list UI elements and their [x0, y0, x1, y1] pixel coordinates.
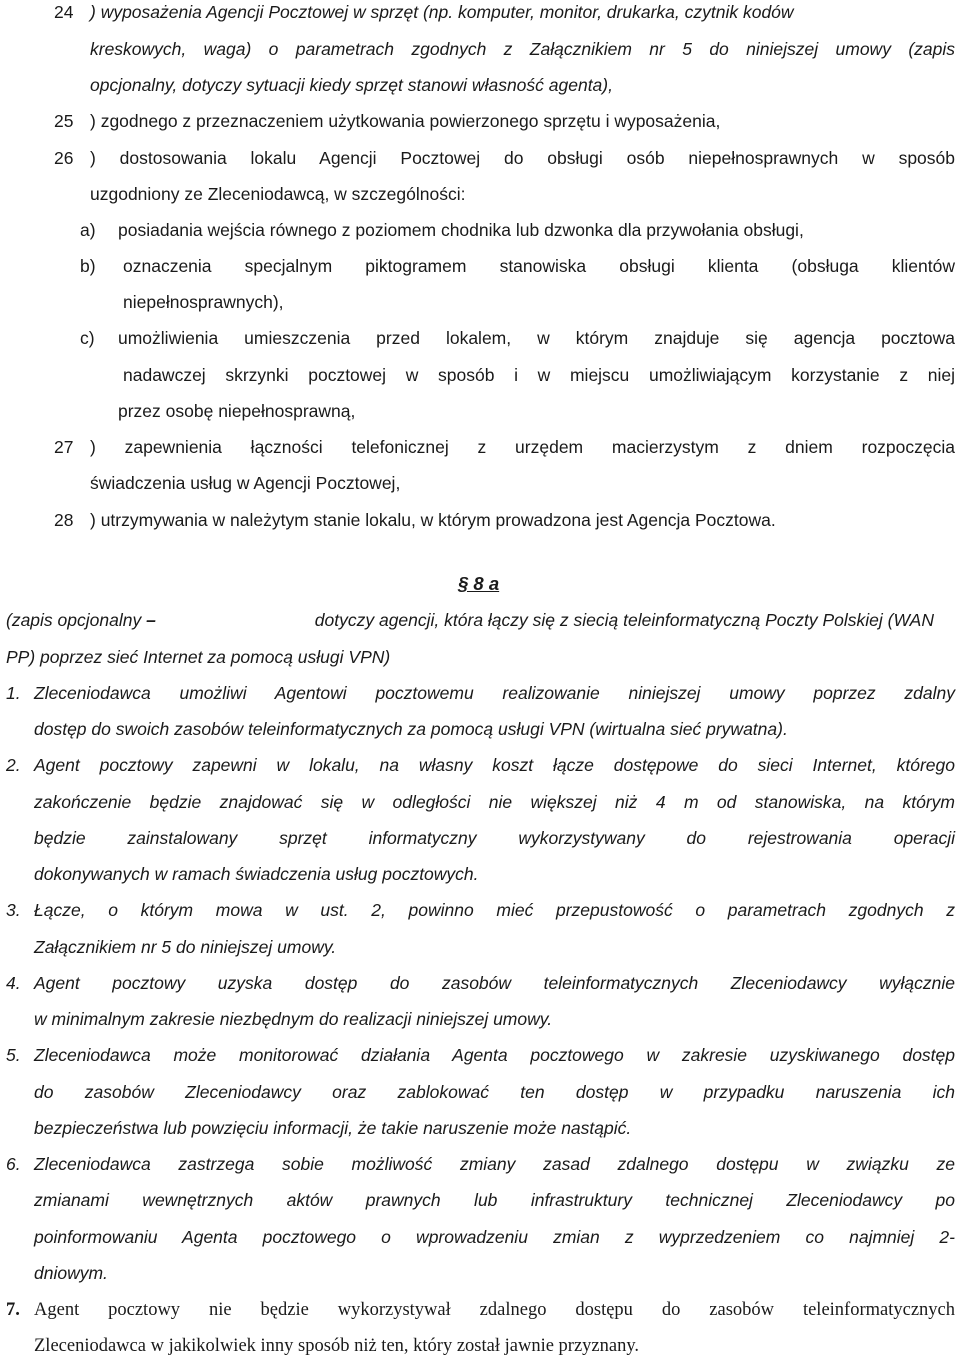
subitem-text-line: oznaczenia specjalnym piktogramem stanowiska obsługi klienta (obsługa klientów [123, 256, 955, 276]
point-number: 3. [6, 900, 21, 920]
item-text-line: świadczenia usług w Agencji Pocztowej, [90, 473, 401, 493]
point-text-line: Agent pocztowy nie będzie wykorzystywał zdalnego dostępu do zasobów teleinformatycznych [34, 1300, 955, 1320]
subitem-label: a) [80, 220, 96, 240]
point-text-line: Zleceniodawca umożliwi Agentowi pocztowemu realizowanie niniejszej umowy poprzez zdalny [34, 683, 955, 703]
item-number: 24 [54, 2, 74, 22]
subitem-text-line: posiadania wejścia równego z poziomem chodnika lub dzwonka dla przywołania obsługi, [118, 220, 804, 240]
point-text-line: Zleceniodawca w jakikolwiek inny sposób niż ten, który został jawnie przyznany. [34, 1336, 640, 1356]
section-note-line-2: PP) poprzez sieć Internet za pomocą usługi VPN) [6, 647, 391, 667]
point-text-line: dniowym. [34, 1263, 108, 1283]
item-text-line: ) zgodnego z przeznaczeniem użytkowania powierzonego sprzętu i wyposażenia, [90, 111, 721, 131]
section-title: § 8 a [458, 573, 500, 594]
item-text-line: uzgodniony ze Zleceniodawcą, w szczególności: [90, 184, 466, 204]
item-text-line: ) dostosowania lokalu Agencji Pocztowej do obsługi osób niepełnosprawnych w sposób [90, 148, 955, 168]
subitem-text-line: umożliwienia umieszczenia przed lokalem, w którym znajduje się agencja pocztowa [118, 328, 955, 348]
point-text-line: zakończenie będzie znajdować się w odległości nie większej niż 4 m od stanowiska, na którym [34, 792, 955, 812]
point-text-line: poinformowaniu Agenta pocztowego o wprowadzeniu zmian z wyprzedzeniem co najmniej 2- [34, 1227, 955, 1247]
item-number: 27 [54, 437, 74, 457]
point-text-line: w minimalnym zakresie niezbędnym do realizacji niniejszej umowy. [34, 1009, 553, 1029]
item-text-line: ) wyposażenia Agencji Pocztowej w sprzęt (np. komputer, monitor, drukarka, czytnik kodów [90, 2, 794, 22]
item-number: 25 [54, 111, 74, 131]
subitem-label: b) [80, 256, 96, 276]
point-number: 4. [6, 973, 21, 993]
point-text-line: zmianami wewnętrznych aktów prawnych lub infrastruktury technicznej Zleceniodawcy po [34, 1190, 955, 1210]
point-text-line: Zleceniodawca zastrzega sobie możliwość zmiany zasad zdalnego dostępu w związku ze [34, 1154, 955, 1174]
point-text-line: dostęp do swoich zasobów teleinformatycznych za pomocą usługi VPN (wirtualna sieć prywatna). [34, 719, 788, 739]
item-text-line: ) zapewnienia łączności telefonicznej z urzędem macierzystym z dniem rozpoczęcia [90, 437, 955, 457]
point-text-line: Załącznikiem nr 5 do niniejszej umowy. [34, 937, 337, 957]
point-text-line: Łącze, o którym mowa w ust. 2, powinno mieć przepustowość o parametrach zgodnych z [34, 900, 955, 920]
item-number: 28 [54, 510, 74, 530]
point-text-line: dokonywanych w ramach świadczenia usług pocztowych. [34, 864, 479, 884]
subitem-text-line: niepełnosprawnych), [123, 292, 284, 312]
point-text-line: Agent pocztowy zapewni w lokalu, na własny koszt łącze dostępowe do sieci Internet, którego [34, 755, 955, 775]
section-note-rest: dotyczy agencji, która łączy się z siecią teleinformatyczną Poczty Polskiej (WAN [314, 610, 934, 630]
point-text-line: będzie zainstalowany sprzęt informatyczny wykorzystywany do rejestrowania operacji [34, 828, 955, 848]
point-number: 2. [6, 755, 21, 775]
point-number: 5. [6, 1045, 21, 1065]
item-text-line: kreskowych, waga) o parametrach zgodnych z Załącznikiem nr 5 do niniejszej umowy (zapis [90, 39, 955, 59]
item-text-line: opcjonalny, dotyczy sytuacji kiedy sprzęt stanowi własność agenta), [90, 75, 613, 95]
point-number: 7. [6, 1300, 20, 1320]
subitem-text-line: nadawczej skrzynki pocztowej w sposób i w miejscu umożliwiającym korzystanie z niej [123, 365, 955, 385]
item-number: 26 [54, 148, 74, 168]
point-text-line: Zleceniodawca może monitorować działania Agenta pocztowego w zakresie uzyskiwanego dostęp [34, 1045, 955, 1065]
subitem-text-line: przez osobę niepełnosprawną, [118, 401, 356, 421]
point-text-line: bezpieczeństwa lub powzięciu informacji, że takie naruszenie może nastąpić. [34, 1118, 632, 1138]
point-number: 1. [6, 683, 21, 703]
section-note-open: (zapis opcjonalny – [6, 610, 156, 630]
item-text-line: ) utrzymywania w należytym stanie lokalu, w którym prowadzona jest Agencja Pocztowa. [90, 510, 776, 530]
section-note-line-1 [6, 612, 934, 630]
point-text-line: Agent pocztowy uzyska dostęp do zasobów teleinformatycznych Zleceniodawcy wyłącznie [34, 973, 955, 993]
point-number: 6. [6, 1154, 21, 1174]
subitem-label: c) [80, 328, 95, 348]
point-text-line: do zasobów Zleceniodawcy oraz zablokować ten dostęp w przypadku naruszenia ich [34, 1082, 955, 1102]
